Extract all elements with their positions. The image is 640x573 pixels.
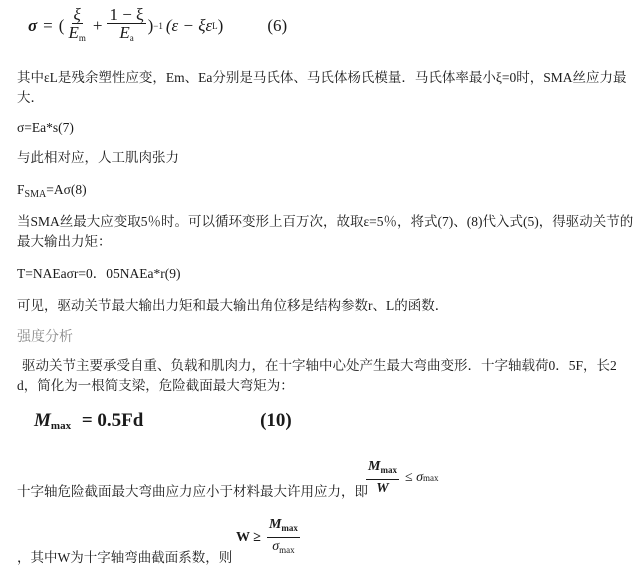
eq6-tail-sub: L bbox=[212, 21, 218, 31]
eq10-number: (10) bbox=[260, 410, 292, 431]
eq6-sigma: σ bbox=[28, 16, 38, 35]
ineq2-lhs: W ≥ bbox=[236, 529, 261, 545]
ineq1-rel: ≤ σ bbox=[404, 469, 424, 485]
ineq1-num-sub: max bbox=[380, 465, 397, 475]
eq10-rest: = 0.5Fd bbox=[81, 410, 144, 431]
eq6-tail-close: ) bbox=[217, 16, 224, 35]
eq6-lparen: ( bbox=[58, 16, 65, 35]
eq10-base: M bbox=[34, 410, 51, 431]
eq6-den2: E bbox=[119, 22, 130, 42]
inequality-stress bbox=[364, 458, 439, 497]
ineq1-den: W bbox=[376, 481, 389, 496]
equation-10 bbox=[34, 410, 292, 432]
eq6-tail: (ε − ξε bbox=[165, 16, 213, 35]
ineq2-den-sub: max bbox=[279, 545, 295, 555]
eq6-plus: + bbox=[92, 16, 103, 35]
ineq2-frac bbox=[267, 516, 300, 559]
eq6-frac1 bbox=[66, 6, 87, 47]
section-heading: 强度分析 bbox=[17, 328, 73, 344]
eq8-base: F bbox=[17, 182, 25, 197]
eq6-den1-sub: m bbox=[78, 32, 86, 43]
eq6-frac2 bbox=[107, 6, 145, 47]
para-residual-strain-line1: 其中εL是残余塑性应变，Em、Ea分别是马氏体、马氏体杨氏模量．马氏体率最小ξ=0时，SMA丝应力最 bbox=[17, 70, 627, 85]
para-max-strain-line1: 当SMA丝最大应变取5％时。可以循环变形上百万次，故取ε=5％，将式(7)、(8)代入式(5)，得驱动关节的 bbox=[17, 214, 634, 229]
para-max-strain-line2: 最大输出力矩： bbox=[17, 234, 112, 249]
para-strength-line1: 驱动关节主要承受自重、负载和肌肉力，在十字轴中心处产生最大弯曲变形．十字轴载荷0．5F，长2 bbox=[22, 358, 617, 373]
para-conclusion: 可见，驱动关节最大输出力矩和最大输出角位移是结构参数r、L的函数． bbox=[17, 298, 449, 313]
ineq1-rel-sub: max bbox=[423, 472, 439, 483]
eq6-exponent: −1 bbox=[153, 21, 163, 31]
inequality-section-modulus bbox=[236, 516, 302, 559]
ineq2-num: M bbox=[268, 517, 282, 532]
para-muscle-tension: 与此相对应，人工肌肉张力 bbox=[17, 150, 179, 165]
eq6-num2: 1 − ξ bbox=[109, 4, 144, 24]
eq6-rparen: ) bbox=[147, 16, 154, 35]
eq6-num1: ξ bbox=[73, 4, 81, 24]
eq6-den2-sub: a bbox=[129, 32, 134, 43]
eq6-number: (6) bbox=[267, 16, 288, 35]
ineq1-frac bbox=[366, 458, 399, 497]
ineq2-den: σ bbox=[272, 539, 280, 554]
para-residual-strain-line2: 大． bbox=[17, 90, 44, 105]
ineq2-num-sub: max bbox=[281, 523, 298, 533]
equation-9: T=NAEaσr=0．05NAEa*r(9) bbox=[17, 266, 181, 281]
eq8-sub: SMA bbox=[24, 189, 47, 200]
equation-8 bbox=[17, 180, 87, 205]
eq8-rest: =Aσ(8) bbox=[46, 182, 87, 197]
para-strength-line2: d，简化为一根简支梁，危险截面最大弯矩为： bbox=[17, 378, 294, 393]
eq6-equals: = bbox=[43, 16, 53, 35]
equation-6 bbox=[28, 6, 287, 46]
eq10-sub: max bbox=[50, 420, 72, 432]
eq6-den1: E bbox=[68, 22, 79, 42]
para-section-modulus: ，其中W为十字轴弯曲截面系数，则 bbox=[17, 550, 233, 565]
para-allowable-stress: 十字轴危险截面最大弯曲应力应小于材料最大许用应力，即 bbox=[17, 484, 368, 499]
equation-7: σ=Ea*s(7) bbox=[17, 120, 74, 135]
ineq1-num: M bbox=[368, 459, 381, 474]
